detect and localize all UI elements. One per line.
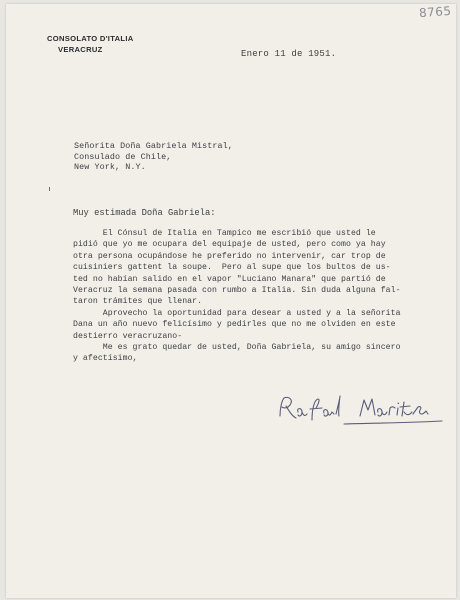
archive-number: 8765 — [419, 4, 453, 21]
body-line: taron trámites que llenar. — [73, 297, 203, 307]
recipient-line: Señorita Doña Gabriela Mistral, — [74, 141, 233, 151]
body-line: otra persona ocupándose he preferido no intervenir, car trop de — [73, 251, 386, 261]
letter-date: Enero 11 de 1951. — [241, 49, 337, 59]
letterhead-consulate: CONSOLATO D'ITALIA — [47, 34, 134, 43]
recipient-line: New York, N.Y. — [74, 162, 146, 172]
salutation: Muy estimada Doña Gabriela: — [73, 208, 216, 218]
handwritten-signature — [274, 390, 454, 430]
letterhead-city: VERACRUZ — [58, 45, 103, 54]
recipient-line: Consulado de Chile, — [74, 151, 172, 162]
letter-page — [6, 4, 456, 598]
body-line: Me es grato quedar de usted, Doña Gabriela, su amigo sincero — [73, 343, 401, 353]
body-line: El Cónsul de Italia en Tampico me escribió que usted le — [73, 229, 376, 238]
body-line: destierro veracruzano- — [73, 331, 183, 341]
body-line: cuisiniers gattent la soupe. Pero al supe que los bultos de us- — [73, 263, 391, 273]
recipient-address — [74, 141, 233, 173]
body-line: y afectísimo, — [73, 354, 138, 364]
body-line: Dana un año nuevo felicísimo y pedirles que no me olviden en este — [73, 320, 396, 330]
letter-body — [73, 228, 433, 365]
body-line: ted no habían salido en el vapor "Luciano Manara" que partió de — [73, 274, 386, 284]
margin-mark — [49, 187, 53, 191]
body-line: Aprovecho la oportunidad para desear a usted y a la señorita — [73, 308, 401, 318]
letterhead — [47, 33, 134, 55]
body-line: Veracruz la semana pasada con rumbo a Italia. Sin duda alguna fal- — [73, 286, 401, 296]
body-line: pidió que yo me ocupara del equipaje de usted, pero como ya hay — [73, 240, 386, 250]
